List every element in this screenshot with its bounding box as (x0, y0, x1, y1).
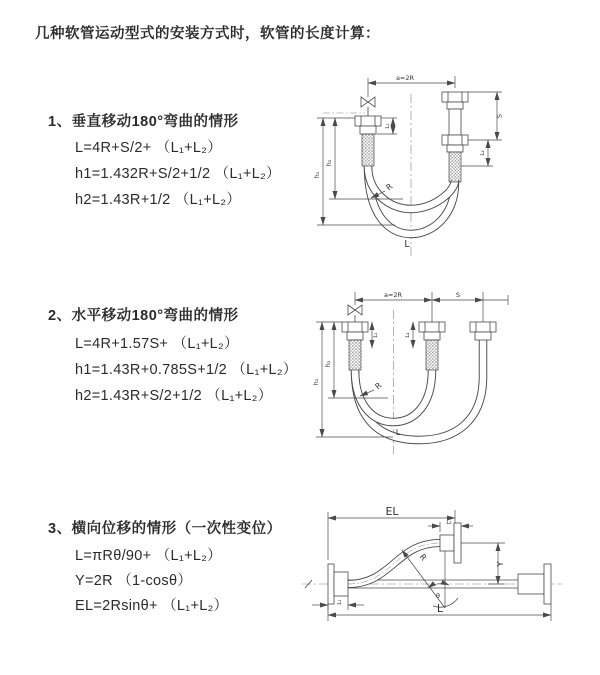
label-theta: θ (436, 592, 440, 600)
braided-hose-section (349, 340, 361, 370)
section-1-formula-l: L=4R+S/2+ （L₁+L₂） (75, 140, 223, 156)
left-fitting (342, 322, 368, 370)
angle-theta (402, 550, 458, 608)
dim-label-y: Y (496, 561, 505, 567)
section-2-formula-h1: h1=1.43R+0.785S+1/2 （L₁+L₂） (75, 362, 298, 378)
hose-upper-position (368, 166, 455, 209)
dim-label-s: S (455, 291, 461, 299)
middle-fitting (419, 322, 445, 370)
section-2-heading: 2、水平移动180°弯曲的情形 (48, 308, 239, 324)
dim-label-h1: h₁ (313, 171, 321, 179)
right-fitting-moved (470, 322, 496, 340)
dim-label-l1: L₁ (385, 123, 391, 129)
dim-label-h1: h₁ (312, 378, 320, 386)
dim-label-s: S (495, 113, 504, 119)
hose-moved-position (355, 340, 483, 440)
diagram-vertical-180-bend (305, 68, 595, 263)
dimension-y (488, 543, 505, 584)
section-1-formula-h1: h1=1.432R+S/2+1/2 （L₁+L₂） (75, 166, 281, 182)
label-r: R (373, 380, 384, 392)
dim-label-l2: L₂ (405, 332, 411, 338)
dim-label-l: L (436, 602, 444, 615)
radius-callout (360, 381, 384, 396)
dimension-el (328, 505, 455, 563)
dim-label-h2: h₂ (324, 360, 332, 368)
dimension-s (461, 92, 504, 166)
dimension-l2 (405, 322, 413, 348)
braided-hose-section (426, 340, 438, 370)
dim-label-l2: L₂ (480, 150, 486, 156)
section-3-heading: 3、横向位移的情形（一次性变位） (48, 521, 282, 537)
label-r: R (417, 552, 429, 563)
section-2-formula-l: L=4R+1.57S+ （L₁+L₂） (75, 336, 239, 352)
dim-label-l1: L₁ (373, 332, 379, 338)
label-l: L (395, 428, 401, 437)
section-1-heading: 1、垂直移动180°弯曲的情形 (48, 114, 239, 130)
dimension-l2 (428, 520, 473, 532)
hose-displaced (348, 543, 440, 584)
section-3-formula-y: Y=2R （1-cosθ） (75, 573, 193, 589)
dim-label-h2: h₂ (325, 159, 333, 167)
dimension-l1 (312, 596, 364, 610)
section-2-formula-h2: h2=1.43R+S/2+1/2 （L₁+L₂） (75, 388, 273, 404)
right-fitting (442, 92, 468, 182)
left-fitting (355, 116, 381, 166)
section-3-formula-el: EL=2Rsinθ+ （L₁+L₂） (75, 598, 229, 614)
dim-label-a2r: a=2R (383, 291, 403, 299)
dim-label-el: EL (385, 505, 399, 518)
diagram-lateral-displacement (300, 498, 600, 648)
dimension-a-2r (355, 291, 508, 322)
dim-label-l2: L₂ (446, 520, 452, 526)
label-r: R (384, 181, 395, 193)
dimension-a-2r (368, 74, 455, 88)
left-flange (328, 564, 348, 604)
page-title: 几种软管运动型式的安装方式时，软管的长度计算： (35, 26, 380, 42)
dimension-l1 (372, 322, 379, 348)
section-1-formula-h2: h2=1.43R+1/2 （L₁+L₂） (75, 192, 242, 208)
braided-hose-section (449, 152, 461, 182)
top-flange-displaced (440, 523, 505, 563)
dim-label-l1: L₁ (337, 599, 343, 605)
braided-hose-section (362, 134, 374, 166)
valve-icon (348, 292, 362, 322)
diagram-horizontal-180-bend (308, 282, 568, 462)
right-flange (518, 564, 551, 604)
section-3-formula-l: L=πRθ/90+ （L₁+L₂） (75, 548, 222, 564)
label-l: L (404, 239, 410, 250)
valve-icon (361, 78, 375, 116)
dim-label-a2r: a=2R (395, 74, 415, 82)
